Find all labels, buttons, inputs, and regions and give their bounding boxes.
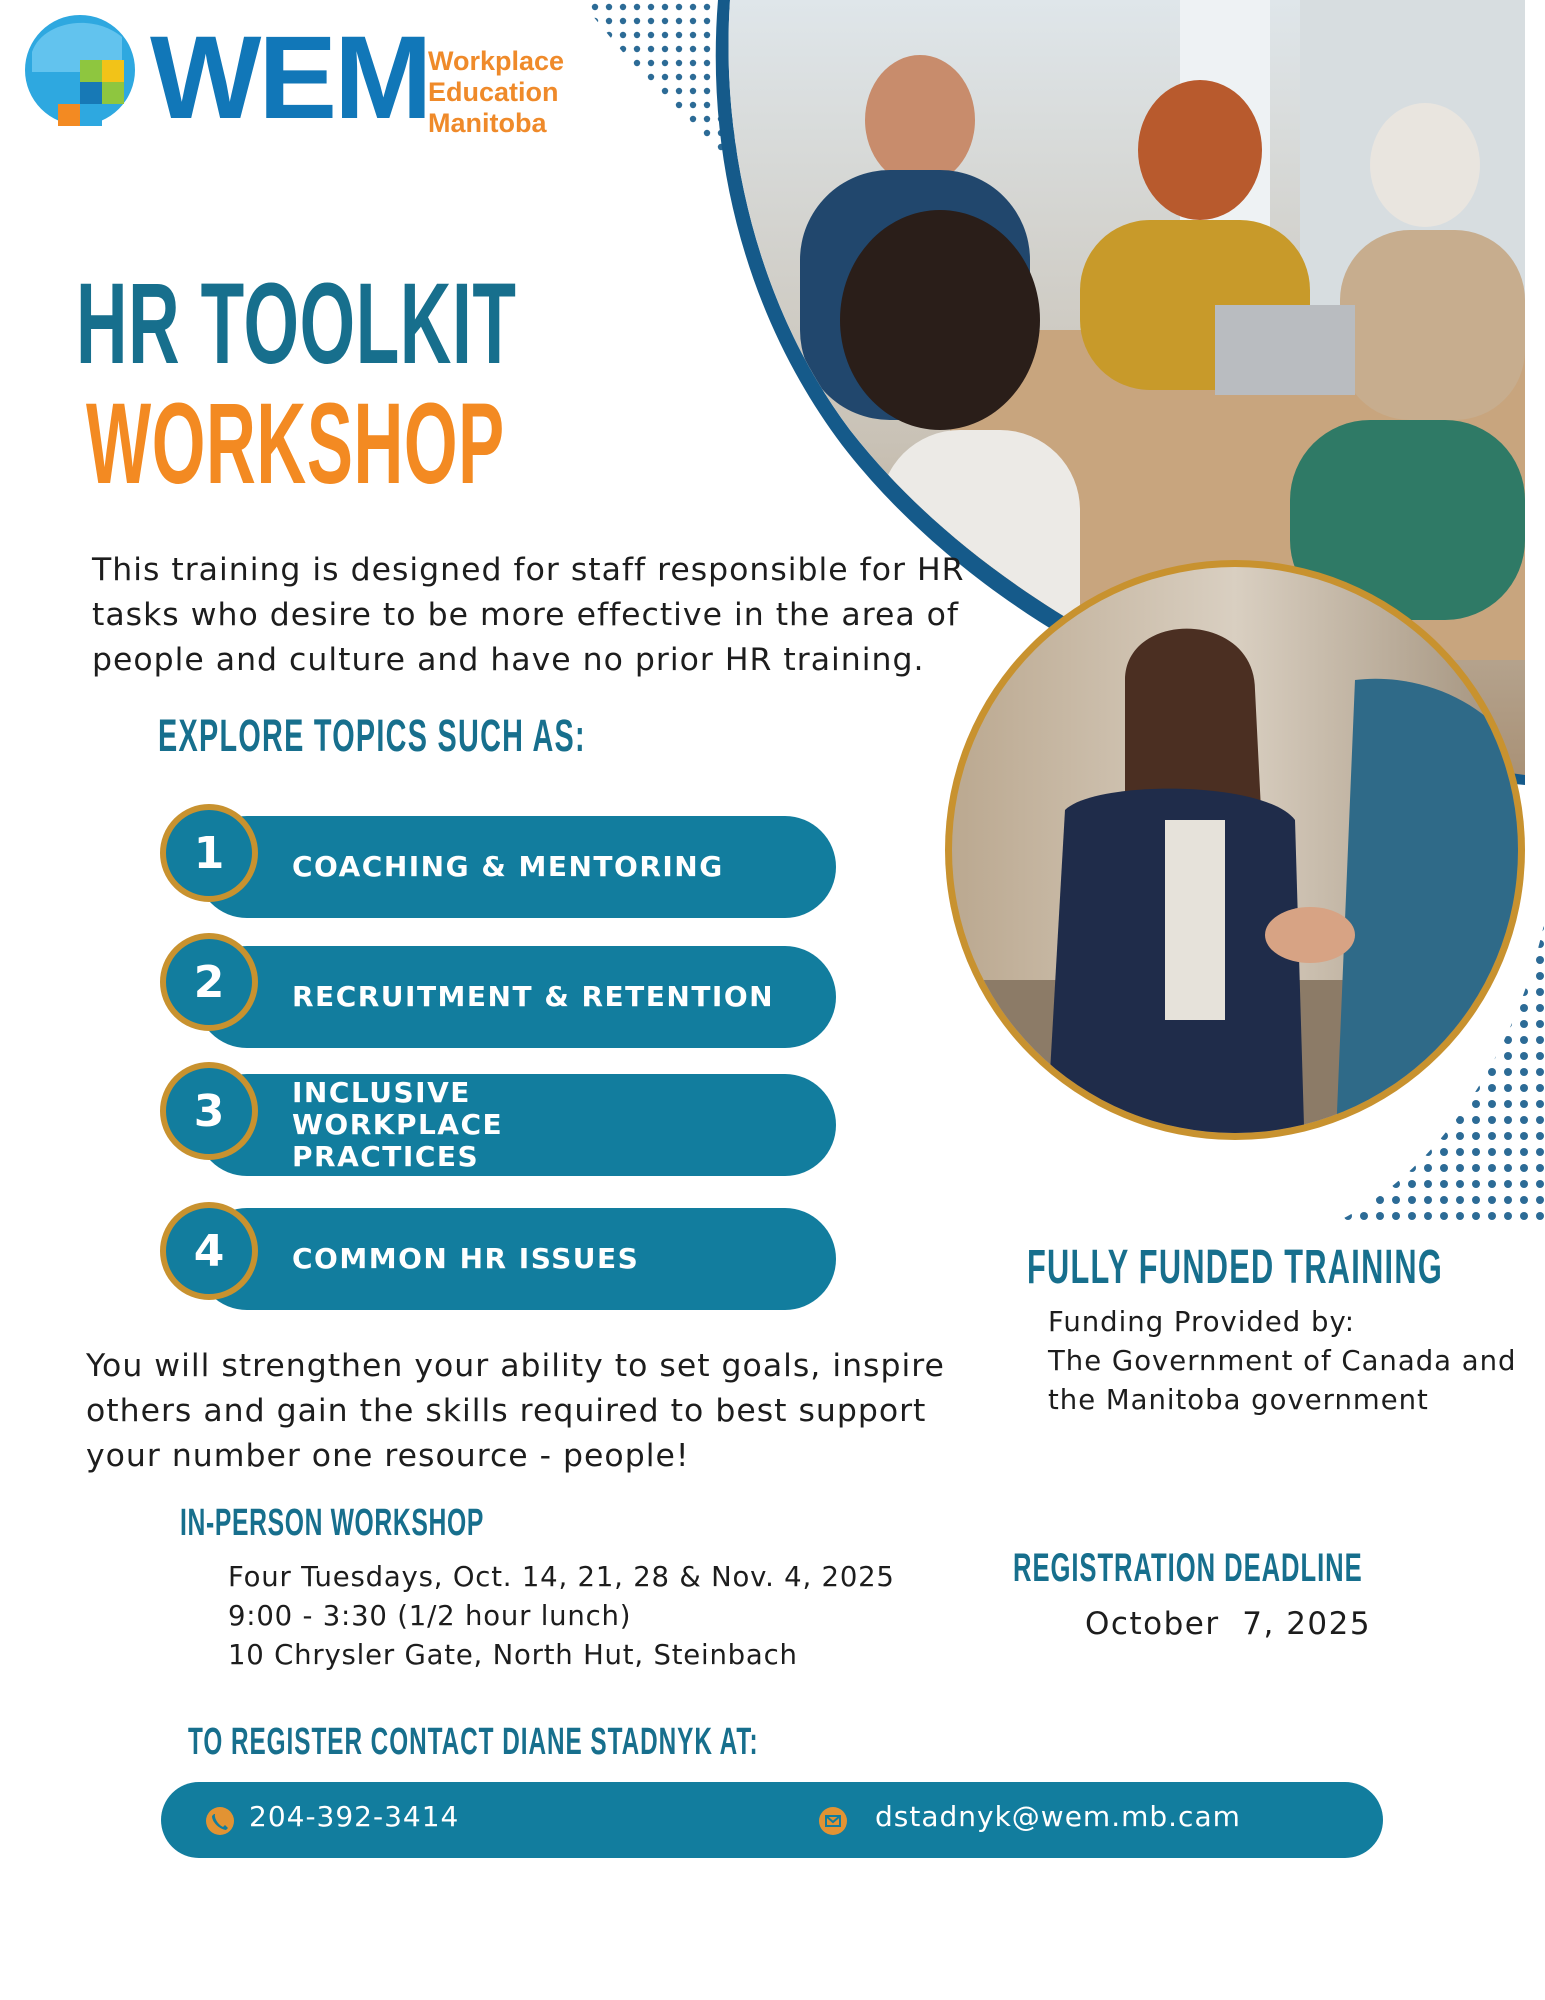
logo-subtitle-line: Education bbox=[428, 77, 559, 107]
schedule-time: 9:00 - 3:30 (1/2 hour lunch) bbox=[228, 1600, 632, 1632]
phone-icon bbox=[206, 1807, 234, 1835]
topic-number-badge: 1 bbox=[160, 804, 258, 902]
intro-line: tasks who desire to be more effective in the area of bbox=[92, 597, 960, 633]
title-line-1: HR TOOLKIT bbox=[76, 260, 517, 388]
funding-line: Funding Provided by: bbox=[1048, 1306, 1356, 1338]
email-icon bbox=[819, 1807, 847, 1835]
outcome-line: others and gain the skills required to best support bbox=[86, 1393, 927, 1429]
logo-subtitle-line: Workplace bbox=[428, 46, 565, 76]
topic-number-badge: 3 bbox=[160, 1062, 258, 1160]
title-line-2: WORKSHOP bbox=[86, 380, 505, 508]
phone-link[interactable]: 204-392-3414 bbox=[249, 1800, 460, 1833]
topic-pill-4 bbox=[196, 1208, 836, 1310]
funding-line: The Government of Canada and bbox=[1048, 1345, 1517, 1377]
in-person-heading: IN-PERSON WORKSHOP bbox=[180, 1502, 485, 1544]
email-link[interactable]: dstadnyk@wem.mb.cam bbox=[875, 1800, 1241, 1833]
schedule-dates: Four Tuesdays, Oct. 14, 21, 28 & Nov. 4, 2025 bbox=[228, 1561, 895, 1593]
topic-label: COMMON HR ISSUES bbox=[292, 1242, 640, 1275]
wem-wordmark: WEM bbox=[150, 12, 430, 144]
topic-number-badge: 4 bbox=[160, 1202, 258, 1300]
topic-pill-1 bbox=[196, 816, 836, 918]
intro-line: This training is designed for staff responsible for HR bbox=[92, 552, 965, 588]
deadline-heading: REGISTRATION DEADLINE bbox=[1013, 1546, 1363, 1590]
funding-details bbox=[1048, 1303, 1517, 1420]
topic-label: INCLUSIVE WORKPLACE PRACTICES bbox=[292, 1076, 504, 1173]
funding-line: the Manitoba government bbox=[1048, 1384, 1429, 1416]
wem-logo-icon bbox=[22, 12, 142, 132]
schedule-location: 10 Chrysler Gate, North Hut, Steinbach bbox=[228, 1639, 798, 1671]
contact-bar bbox=[161, 1782, 1383, 1858]
topic-pill-3 bbox=[196, 1074, 836, 1176]
topics-heading: EXPLORE TOPICS SUCH AS: bbox=[158, 710, 586, 761]
funding-heading: FULLY FUNDED TRAINING bbox=[1027, 1241, 1444, 1294]
intro-line: people and culture and have no prior HR training. bbox=[92, 642, 925, 678]
handshake-photo bbox=[935, 560, 1535, 1160]
topic-number-badge: 2 bbox=[160, 933, 258, 1031]
deadline-date: October 7, 2025 bbox=[1085, 1606, 1372, 1642]
topic-label: COACHING & MENTORING bbox=[292, 850, 724, 883]
in-person-details bbox=[228, 1558, 895, 1675]
topic-pill-2 bbox=[196, 946, 836, 1048]
topic-label: RECRUITMENT & RETENTION bbox=[292, 980, 775, 1013]
logo-subtitle bbox=[428, 46, 564, 139]
outcome-paragraph bbox=[86, 1344, 945, 1479]
intro-paragraph bbox=[92, 548, 965, 683]
outcome-line: your number one resource - people! bbox=[86, 1438, 690, 1474]
register-heading: TO REGISTER CONTACT DIANE STADNYK AT: bbox=[188, 1721, 759, 1763]
outcome-line: You will strengthen your ability to set goals, inspire bbox=[86, 1348, 945, 1384]
wem-logo bbox=[22, 12, 582, 142]
logo-subtitle-line: Manitoba bbox=[428, 108, 547, 138]
